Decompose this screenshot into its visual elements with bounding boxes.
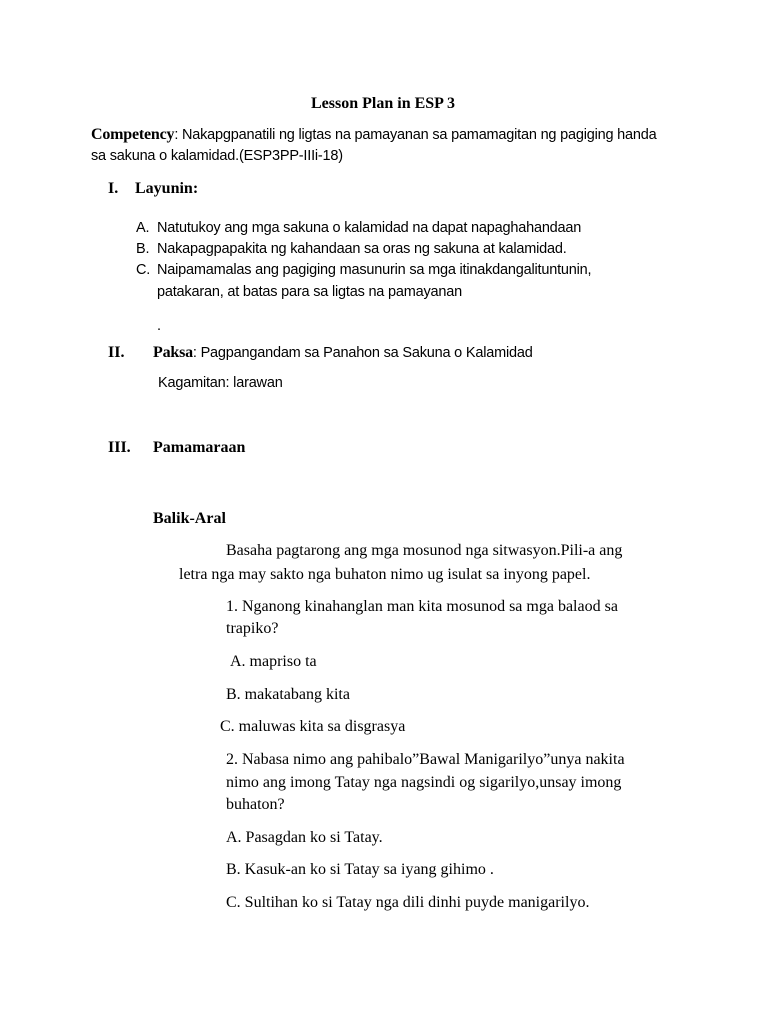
competency-line-1 <box>91 126 657 144</box>
question-2-line-2: nimo ang imong Tatay nga nagsindi og sigarilyo,unsay imong <box>226 774 622 791</box>
objective-a-text: Natutukoy ang mga sakuna o kalamidad na dapat napaghahandaan <box>157 220 582 236</box>
balik-aral-intro-1: Basaha pagtarong ang mga mosunod nga sitwasyon.Pili-a ang <box>226 542 623 559</box>
stray-dot: . <box>157 318 161 334</box>
question-1-option-c: C. maluwas kita sa disgrasya <box>220 718 406 735</box>
question-2-option-b: B. Kasuk-an ko si Tatay sa iyang gihimo . <box>226 861 494 878</box>
section-1-numeral: I. <box>108 180 119 197</box>
competency-label: Competency <box>91 126 175 143</box>
section-3-heading: Pamamaraan <box>153 439 246 456</box>
paksa-line <box>153 344 533 362</box>
paksa-label: Paksa <box>153 344 193 361</box>
question-2-line-1: 2. Nabasa nimo ang pahibalo”Bawal Manigarilyo”unya nakita <box>226 751 625 768</box>
competency-line-2: sa sakuna o kalamidad.(ESP3PP-IIIi-18) <box>91 148 343 164</box>
objective-b-letter: B. <box>136 241 150 257</box>
balik-aral-heading: Balik-Aral <box>153 510 226 527</box>
question-2-option-a: A. Pasagdan ko si Tatay. <box>226 829 383 846</box>
objective-a-letter: A. <box>136 220 150 236</box>
section-2-numeral: II. <box>108 344 125 361</box>
section-3-numeral: III. <box>108 439 131 456</box>
kagamitan-line: Kagamitan: larawan <box>158 375 283 391</box>
question-1-line-2: trapiko? <box>226 620 279 637</box>
competency-text-1: : Nakapgpanatili ng ligtas na pamayanan sa pamamagitan ng pagiging handa <box>174 127 657 143</box>
balik-aral-intro-2: letra nga may sakto nga buhaton nimo ug isulat sa inyong papel. <box>179 566 591 583</box>
question-1-line-1: 1. Nganong kinahanglan man kita mosunod sa mga balaod sa <box>226 598 618 615</box>
objective-c-text: Naipamamalas ang pagiging masunurin sa mga itinakdangalituntunin, <box>157 262 592 278</box>
question-2-option-c: C. Sultihan ko si Tatay nga dili dinhi puyde manigarilyo. <box>226 894 590 911</box>
question-2-line-3: buhaton? <box>226 796 285 813</box>
page-title: Lesson Plan in ESP 3 <box>311 95 456 112</box>
question-1-option-b: B. makatabang kita <box>226 686 350 703</box>
section-1-heading: Layunin: <box>135 180 199 197</box>
objective-c-text-2: patakaran, at batas para sa ligtas na pamayanan <box>157 284 462 300</box>
question-1-option-a: A. mapriso ta <box>230 653 317 670</box>
objective-c-letter: C. <box>136 262 151 278</box>
paksa-text: : Pagpangandam sa Panahon sa Sakuna o Kalamidad <box>192 345 533 361</box>
objective-b-text: Nakapagpapakita ng kahandaan sa oras ng sakuna at kalamidad. <box>157 241 567 257</box>
